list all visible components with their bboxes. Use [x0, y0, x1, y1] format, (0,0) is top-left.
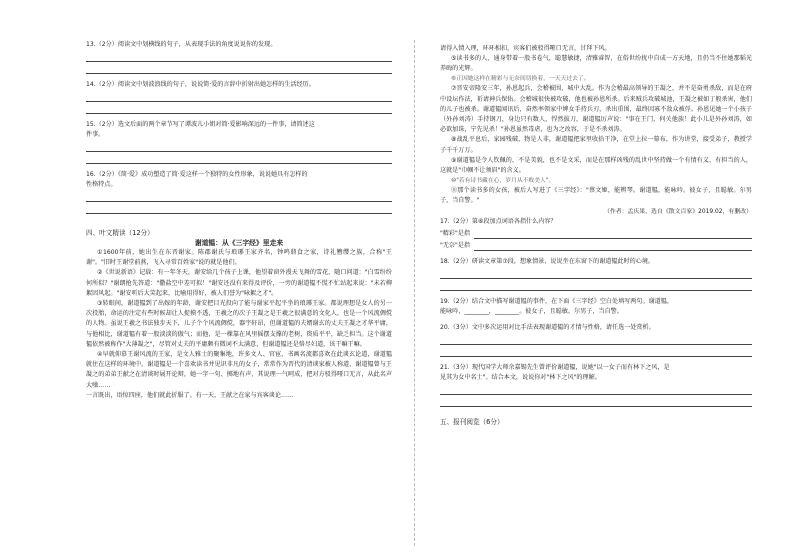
paragraph-2	[86, 268, 392, 299]
left-column	[86, 40, 392, 401]
answer-line[interactable]	[86, 53, 392, 62]
paragraph-9: ⑨谢道韫是令人钦佩的，不是美貌，也不是文采，而是在那样凶残的乱世中坚持做一个有情有义、有担当的人，这就是"巾帼不让须眉"的含义。	[440, 156, 752, 175]
question-21-line1: 21.（3分）现代国学大师余嘉锡先生曾评价谢道韫，说她"以一女子而有林下之风，是	[440, 363, 670, 371]
answer-line[interactable]	[474, 230, 752, 239]
question-19-line1: 19.（2分）结合文中描写谢道韫的事件，在下面《三字经》空白处填写两句。谢道韫，	[440, 297, 673, 305]
question-15-line1: 15.（2分）选文后面的两个章节写了谭波儿小姐对简·爱影响深远的一件事，请简述这	[86, 121, 315, 128]
paragraph-4-end: 请得入情入理，环环相扣，宾客们被驳得哑口无言，甘拜下风。	[440, 45, 611, 52]
paragraph-3: ③转眼间，谢道韫到了出嫁的年龄，谢安把目光投向了能与谢家平起平坐的琅琊王家。都说理想是女人的另一次投胎，命运的注定有些时候却让人捉摸不透，王羲之的次子王凝之是王羲之很满意的文化人，也是一个风流倜傥的人物。虽说王羲之书法独步天下，儿子个个风流倜傥，器宇轩昂，但谢道韫的夫婿谢玄的丈夫王凝之才华平庸，与他相比，谢道韫有着一股淡淡的傲气；而他，是一棵靠在风里摇摆支撑的老树，资质平平，缺乏担当。这个谢道韫依然被称作"大薄凝之"，尽管对丈夫的平庸颇有微词不太满意，但谢道韫还是恪尽妇道，该干嘛干嘛。	[86, 300, 392, 348]
right-column	[440, 44, 752, 427]
q17-answer-a	[440, 227, 752, 239]
paragraph-8: ⑧战乱平息后，家园残破，物是人非，谢道韫把家里收拾干净，在堂上拉一幕布，作为讲堂，接受弟子，教授学子千千万万。	[440, 136, 752, 154]
paragraph-4: ④早就仰慕王谢风流的王家，是文人雅士的聚集地，许多文人、官宦、书画名流都喜欢在此谈玄论道，谢道韫就住在这样的环境中。谢道韫是一个喜欢读书并见识非凡的女子，常常作为晋代的清谈家被人称道，谢道韫曾与王凝之的弟弟王献之在清谈时展开论辩，她一字一句、掷地有声，其说理一气呵成，把对方驳得哑口无言，从此名声大噪……	[86, 351, 392, 389]
question-20: 20.（3分）文中多次运用对比手法表现谢道韫的才情与性格，请任选一处赏析。	[440, 323, 655, 331]
article-source: （作者：孟庆果，选自《散文百家》2019.02，有删改）	[603, 208, 752, 215]
section-5-heading: 五、报刊阅览（6分）	[440, 417, 504, 426]
answer-line[interactable]	[474, 242, 752, 251]
question-21-line2: 见其为女中名士"。结合本文，说说你对"林下之风"的理解。	[440, 373, 601, 381]
paragraph-1: ①1600年前，她出生在东晋谢家。陈郡谢氏与琅琊王家齐名，钟鸣鼎食之家，诗礼簪缨之族，合称"王谢"。"旧时王谢堂前燕，飞入寻常百姓家"说的就是他们。	[86, 249, 392, 267]
paragraph-4-continued: 一言既出，语惊四座，他们就此折服了。有一天，王献之在家与宾客谈论……	[86, 391, 294, 399]
q17-answer-b	[440, 239, 752, 251]
paragraph-2-quote: "白雪纷纷何所似？"	[86, 269, 392, 287]
answer-line[interactable]	[440, 398, 752, 407]
section-4-heading: 四、叶文精读（12分）	[86, 229, 154, 237]
question-13: 13.（2分）阅读文中划横线的句子，从表现手法的角度说说你的发现。	[86, 41, 277, 48]
answer-line[interactable]	[440, 386, 752, 395]
question-16-line2: 性格特点。	[86, 181, 117, 188]
q17-label-b: "无奈"是指	[440, 241, 470, 249]
paragraph-2-rest: 谢朗抢先答道："撒盐空中差可拟！"谢安还没有来得及评价，一旁的谢道韫不慌不忙站起来说："未若柳絮因风起。"谢安听后大笑起来，比喻用得好，被人们誉为"咏絮之才"。	[86, 279, 392, 297]
answer-line[interactable]	[86, 193, 392, 202]
answer-line[interactable]	[440, 336, 752, 345]
question-15-line2: 件事。	[86, 131, 105, 138]
question-14: 14.（2分）阅读文中划波浪线的句子，说说简·爱的言辞中折射出她怎样的生活经历。	[86, 81, 315, 88]
paragraph-11: ⑪那个读书多的女孩，被后人写进了《三字经》："蔡文姬，能辨琴。谢道韫，能咏吟。彼女子，且聪敏。尔男子，当自警。"	[440, 187, 752, 205]
article-title: 谢道韫：从《三字经》里走来	[194, 239, 284, 247]
question-16-line1: 16.（2分）《简·爱》成功塑造了简·爱这样一个独特的女性形象，说说她具有怎样的	[86, 171, 308, 178]
answer-line[interactable]	[440, 348, 752, 357]
question-17: 17.（2分）第⑥段加点词语各指什么内容？	[440, 217, 557, 225]
answer-line[interactable]	[440, 282, 752, 291]
answer-line[interactable]	[86, 65, 392, 74]
paragraph-6: ⑥正因她这样在精彩与无奈间切换着，一天天过去了。	[451, 76, 590, 83]
answer-line[interactable]	[86, 143, 392, 152]
paragraph-10: ⑩"若有诗书藏在心，岁月从不败美人"。	[451, 178, 555, 185]
question-18: 18.（2分）研读文章第⑦段，想象情景，说说坐在东窗下的谢道韫此时的心境。	[440, 257, 655, 265]
answer-line[interactable]	[440, 270, 752, 279]
q17-label-a: "精彩"是指	[440, 229, 470, 237]
answer-line[interactable]	[86, 155, 392, 164]
question-19-line2: 能咏吟，________，________。彼女子，且聪敏。尔男子，当自警。	[440, 307, 623, 315]
paragraph-7: ⑦晋安帝隆安三年，孙恩起兵，会稽被围，城中大乱。作为会稽最高领导的王凝之，并不是奋勇杀敌，而是在府中设坛作法，祈请神兵保佑。会稽城很快被攻破，他也被孙恩所杀。后来贼兵攻破城池，王凝之被如丁般杀害，他们的儿子也被杀。谢道韫闻讯后，奋然率领家中婢女手持兵刃，杀出重围，最终因寡不敌众被俘。孙恩见她一个小孩子（外孙刘涛）手持钢刀，身边只有数人，悍然拔刀，谢道韫厉声说："事在王门，何关他族！此小儿是外孙刘涛，如必欲加诛，宁先见杀！"孙恩虽然毒虐，也为之改容，于是不杀刘涛。	[440, 85, 752, 134]
answer-line[interactable]	[86, 93, 392, 102]
answer-line[interactable]	[86, 205, 392, 214]
paragraph-5: ⑤读书多的人，通身带着一股书卷气，聪慧敏捷，清雅睿智，在俗世纷扰中自成一方天地，且仍当不住她那韬光养晦的光辉。	[440, 55, 752, 73]
column-divider	[414, 40, 415, 546]
paragraph-2-text: ②《世说新语》记载：有一年冬天，谢安给几个孩子上课，他望着窗外漫天飞舞的雪花，随口问道：	[97, 269, 365, 277]
answer-line[interactable]	[86, 105, 392, 114]
